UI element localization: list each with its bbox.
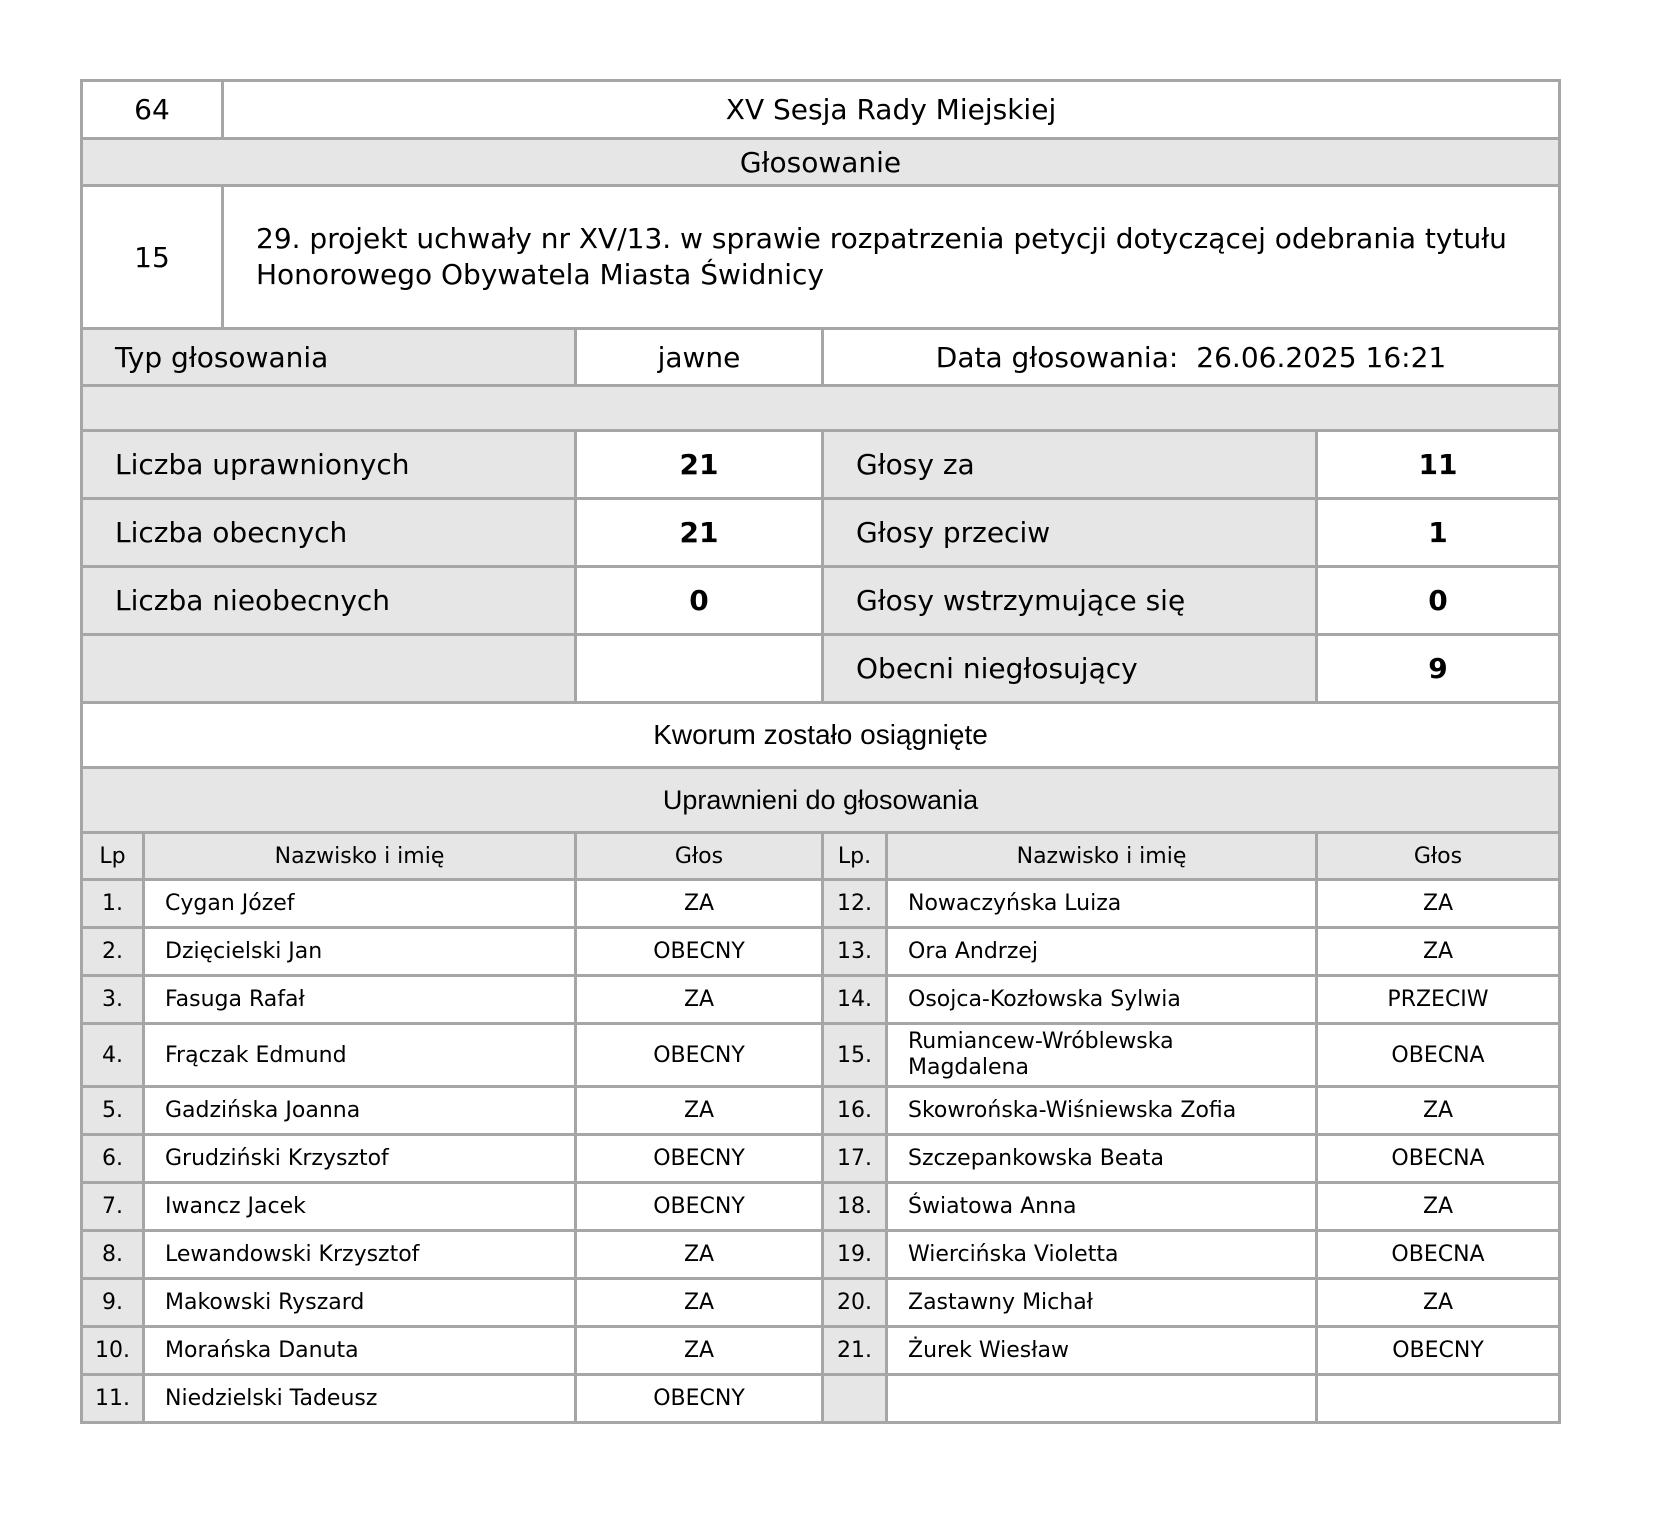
page-number: 64 bbox=[82, 81, 223, 139]
row-lp: 4. bbox=[82, 1024, 144, 1087]
row-vote bbox=[1317, 1375, 1560, 1423]
present-value: 21 bbox=[576, 499, 823, 567]
row-name: Gadzińska Joanna bbox=[144, 1087, 576, 1135]
votes-against-value: 1 bbox=[1317, 499, 1560, 567]
row-lp: 17. bbox=[823, 1135, 887, 1183]
votes-for-label: Głosy za bbox=[823, 431, 1317, 499]
session-title: XV Sesja Rady Miejskiej bbox=[223, 81, 1560, 139]
entitled-label: Liczba uprawnionych bbox=[82, 431, 576, 499]
voting-document bbox=[80, 79, 1561, 1424]
empty-value-cell bbox=[576, 635, 823, 703]
entitled-title: Uprawnieni do głosowania bbox=[82, 768, 1560, 833]
row-lp: 6. bbox=[82, 1135, 144, 1183]
section-title: Głosowanie bbox=[82, 139, 1560, 186]
table-row bbox=[82, 1327, 1560, 1375]
row-name: Zastawny Michał bbox=[887, 1279, 1317, 1327]
row-lp bbox=[823, 1375, 887, 1423]
voters-header-row bbox=[82, 833, 1560, 880]
table-row bbox=[82, 1183, 1560, 1231]
row-vote: ZA bbox=[1317, 880, 1560, 928]
row-name bbox=[887, 1375, 1317, 1423]
row-name: Iwancz Jacek bbox=[144, 1183, 576, 1231]
row-name: Frączak Edmund bbox=[144, 1024, 576, 1087]
row-name: Ora Andrzej bbox=[887, 928, 1317, 976]
row-vote: OBECNA bbox=[1317, 1231, 1560, 1279]
row-name: Fasuga Rafał bbox=[144, 976, 576, 1024]
table-row bbox=[82, 1231, 1560, 1279]
row-lp: 1. bbox=[82, 880, 144, 928]
table-row bbox=[82, 1024, 1560, 1087]
row-name: Żurek Wiesław bbox=[887, 1327, 1317, 1375]
row-name: Światowa Anna bbox=[887, 1183, 1317, 1231]
blank-bar bbox=[82, 386, 1560, 431]
row-name: Dzięcielski Jan bbox=[144, 928, 576, 976]
blank-bar-table bbox=[80, 384, 1561, 432]
row-lp: 14. bbox=[823, 976, 887, 1024]
col-lp-left: Lp bbox=[82, 833, 144, 880]
nonvoting-label: Obecni niegłosujący bbox=[823, 635, 1317, 703]
vote-date-label: Data głosowania: bbox=[935, 340, 1179, 374]
abstain-value: 0 bbox=[1317, 567, 1560, 635]
section-title-table bbox=[80, 137, 1561, 187]
absent-label: Liczba nieobecnych bbox=[82, 567, 576, 635]
item-table bbox=[80, 184, 1561, 330]
row-vote: ZA bbox=[576, 1279, 823, 1327]
nonvoting-value: 9 bbox=[1317, 635, 1560, 703]
row-vote: ZA bbox=[576, 1087, 823, 1135]
abstain-label: Głosy wstrzymujące się bbox=[823, 567, 1317, 635]
row-vote: ZA bbox=[576, 1327, 823, 1375]
row-vote: OBECNY bbox=[576, 928, 823, 976]
row-vote: PRZECIW bbox=[1317, 976, 1560, 1024]
row-name: Osojca-Kozłowska Sylwia bbox=[887, 976, 1317, 1024]
row-vote: OBECNY bbox=[1317, 1327, 1560, 1375]
col-name-right: Nazwisko i imię bbox=[887, 833, 1317, 880]
quorum-table bbox=[80, 701, 1561, 769]
row-lp: 18. bbox=[823, 1183, 887, 1231]
row-name: Szczepankowska Beata bbox=[887, 1135, 1317, 1183]
row-vote: ZA bbox=[576, 880, 823, 928]
row-lp: 2. bbox=[82, 928, 144, 976]
row-name: Grudziński Krzysztof bbox=[144, 1135, 576, 1183]
row-vote: OBECNY bbox=[576, 1024, 823, 1087]
votes-for-value: 11 bbox=[1317, 431, 1560, 499]
row-vote: ZA bbox=[1317, 1279, 1560, 1327]
vote-type-label: Typ głosowania bbox=[82, 329, 576, 386]
table-row bbox=[82, 1135, 1560, 1183]
row-name: Morańska Danuta bbox=[144, 1327, 576, 1375]
row-lp: 11. bbox=[82, 1375, 144, 1423]
voters-table bbox=[80, 831, 1561, 1424]
row-vote: OBECNA bbox=[1317, 1135, 1560, 1183]
row-lp: 5. bbox=[82, 1087, 144, 1135]
col-vote-left: Głos bbox=[576, 833, 823, 880]
item-description: 29. projekt uchwały nr XV/13. w sprawie rozpatrzenia petycji dotyczącej odebrania tytułu Honorowego Obywatela Miasta Świdnicy bbox=[223, 186, 1560, 329]
row-lp: 21. bbox=[823, 1327, 887, 1375]
row-lp: 15. bbox=[823, 1024, 887, 1087]
col-vote-right: Głos bbox=[1317, 833, 1560, 880]
row-lp: 10. bbox=[82, 1327, 144, 1375]
row-name: Skowrońska-Wiśniewska Zofia bbox=[887, 1087, 1317, 1135]
table-row bbox=[82, 928, 1560, 976]
row-lp: 12. bbox=[823, 880, 887, 928]
row-lp: 7. bbox=[82, 1183, 144, 1231]
row-name: Lewandowski Krzysztof bbox=[144, 1231, 576, 1279]
row-vote: ZA bbox=[1317, 1183, 1560, 1231]
row-vote: OBECNY bbox=[576, 1375, 823, 1423]
absent-value: 0 bbox=[576, 567, 823, 635]
quorum-status: Kworum zostało osiągnięte bbox=[82, 703, 1560, 768]
row-vote: ZA bbox=[1317, 928, 1560, 976]
row-name: Niedzielski Tadeusz bbox=[144, 1375, 576, 1423]
vote-date-value: 26.06.2025 16:21 bbox=[1196, 340, 1447, 374]
row-lp: 19. bbox=[823, 1231, 887, 1279]
col-lp-right: Lp. bbox=[823, 833, 887, 880]
row-lp: 8. bbox=[82, 1231, 144, 1279]
row-name: Wiercińska Violetta bbox=[887, 1231, 1317, 1279]
row-lp: 20. bbox=[823, 1279, 887, 1327]
empty-label-cell bbox=[82, 635, 576, 703]
table-row bbox=[82, 1087, 1560, 1135]
entitled-title-table bbox=[80, 766, 1561, 834]
row-vote: ZA bbox=[1317, 1087, 1560, 1135]
row-vote: ZA bbox=[576, 976, 823, 1024]
table-row bbox=[82, 1375, 1560, 1423]
row-vote: OBECNY bbox=[576, 1183, 823, 1231]
row-lp: 16. bbox=[823, 1087, 887, 1135]
vote-type-value: jawne bbox=[576, 329, 823, 386]
row-lp: 13. bbox=[823, 928, 887, 976]
row-vote: ZA bbox=[576, 1231, 823, 1279]
row-lp: 3. bbox=[82, 976, 144, 1024]
vote-date bbox=[823, 329, 1560, 386]
votes-against-label: Głosy przeciw bbox=[823, 499, 1317, 567]
entitled-value: 21 bbox=[576, 431, 823, 499]
row-name: Rumiancew-Wróblewska Magdalena bbox=[887, 1024, 1317, 1087]
row-lp: 9. bbox=[82, 1279, 144, 1327]
present-label: Liczba obecnych bbox=[82, 499, 576, 567]
stats-table bbox=[80, 429, 1561, 704]
table-row bbox=[82, 1279, 1560, 1327]
header-table bbox=[80, 79, 1561, 140]
row-name: Nowaczyńska Luiza bbox=[887, 880, 1317, 928]
vote-type-table bbox=[80, 327, 1561, 387]
table-row bbox=[82, 976, 1560, 1024]
table-row bbox=[82, 880, 1560, 928]
row-name: Cygan Józef bbox=[144, 880, 576, 928]
row-name: Makowski Ryszard bbox=[144, 1279, 576, 1327]
item-number: 15 bbox=[82, 186, 223, 329]
col-name-left: Nazwisko i imię bbox=[144, 833, 576, 880]
row-vote: OBECNA bbox=[1317, 1024, 1560, 1087]
row-vote: OBECNY bbox=[576, 1135, 823, 1183]
